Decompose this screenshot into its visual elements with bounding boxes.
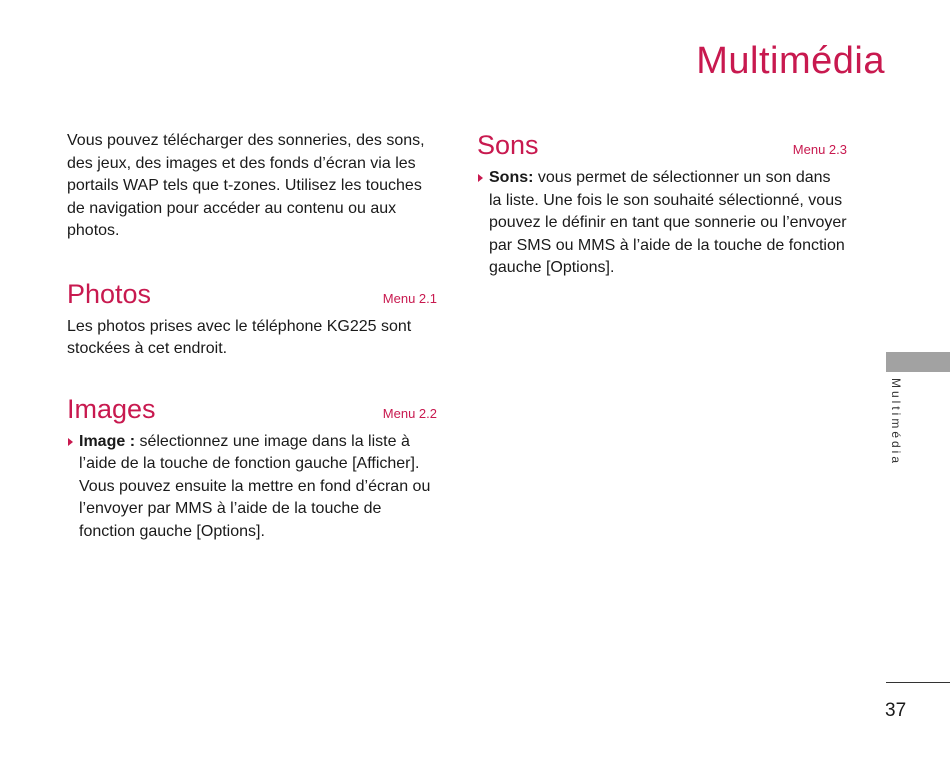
- page-number: 37: [885, 700, 907, 721]
- menu-ref-sons: Menu 2.3: [792, 142, 847, 157]
- bullet-text: sélectionnez une image dans la liste à l’aide de la touche de fonction gauche [Afficher]. Vous pouvez ensuite la mettre en fond d’écran ou l’envoyer par MMS à l’aide de la touche de fonction gauche [Options].: [79, 432, 431, 540]
- list-item-sons: [477, 167, 847, 280]
- page-number-rule: [886, 682, 950, 683]
- left-column: [67, 130, 437, 543]
- section-header-photos: [67, 279, 437, 310]
- page-title: Multimédia: [696, 40, 885, 82]
- section-title-images: Images: [67, 393, 156, 424]
- section-title-photos: Photos: [67, 278, 152, 309]
- bullet-content: [79, 431, 437, 544]
- section-header-images: [67, 394, 437, 425]
- bullet-term: Image :: [79, 432, 136, 450]
- menu-ref-photos: Menu 2.1: [382, 290, 437, 306]
- section-title-sons: Sons: [477, 130, 539, 160]
- menu-ref-images: Menu 2.2: [382, 405, 437, 421]
- bullet-arrow-icon: [478, 174, 483, 182]
- bullet-term: Sons:: [489, 169, 534, 186]
- intro-paragraph: Vous pouvez télécharger des sonneries, des sons, des jeux, des images et des fonds d’écran via les portails WAP tels que t-zones. Utilisez les touches de navigation pour accéder au contenu ou aux photos.: [67, 132, 425, 239]
- bullet-text: vous permet de sélectionner un son dans la liste. Une fois le son souhaité sélectionné, vous pouvez le définir en tant que sonnerie ou l’envoyer par SMS ou MMS à l’aide de la touche de fonction gauche [Options].: [489, 169, 847, 276]
- bullet-arrow-icon: [68, 438, 73, 446]
- side-chapter-label: Multimédia: [889, 378, 903, 467]
- photos-paragraph: Les photos prises avec le téléphone KG225 sont stockées à cet endroit.: [67, 317, 412, 357]
- right-column: [477, 130, 847, 280]
- section-header-sons: [477, 130, 847, 161]
- bullet-content: [489, 167, 847, 280]
- side-tab-marker: [886, 352, 950, 372]
- list-item-images: [67, 431, 437, 544]
